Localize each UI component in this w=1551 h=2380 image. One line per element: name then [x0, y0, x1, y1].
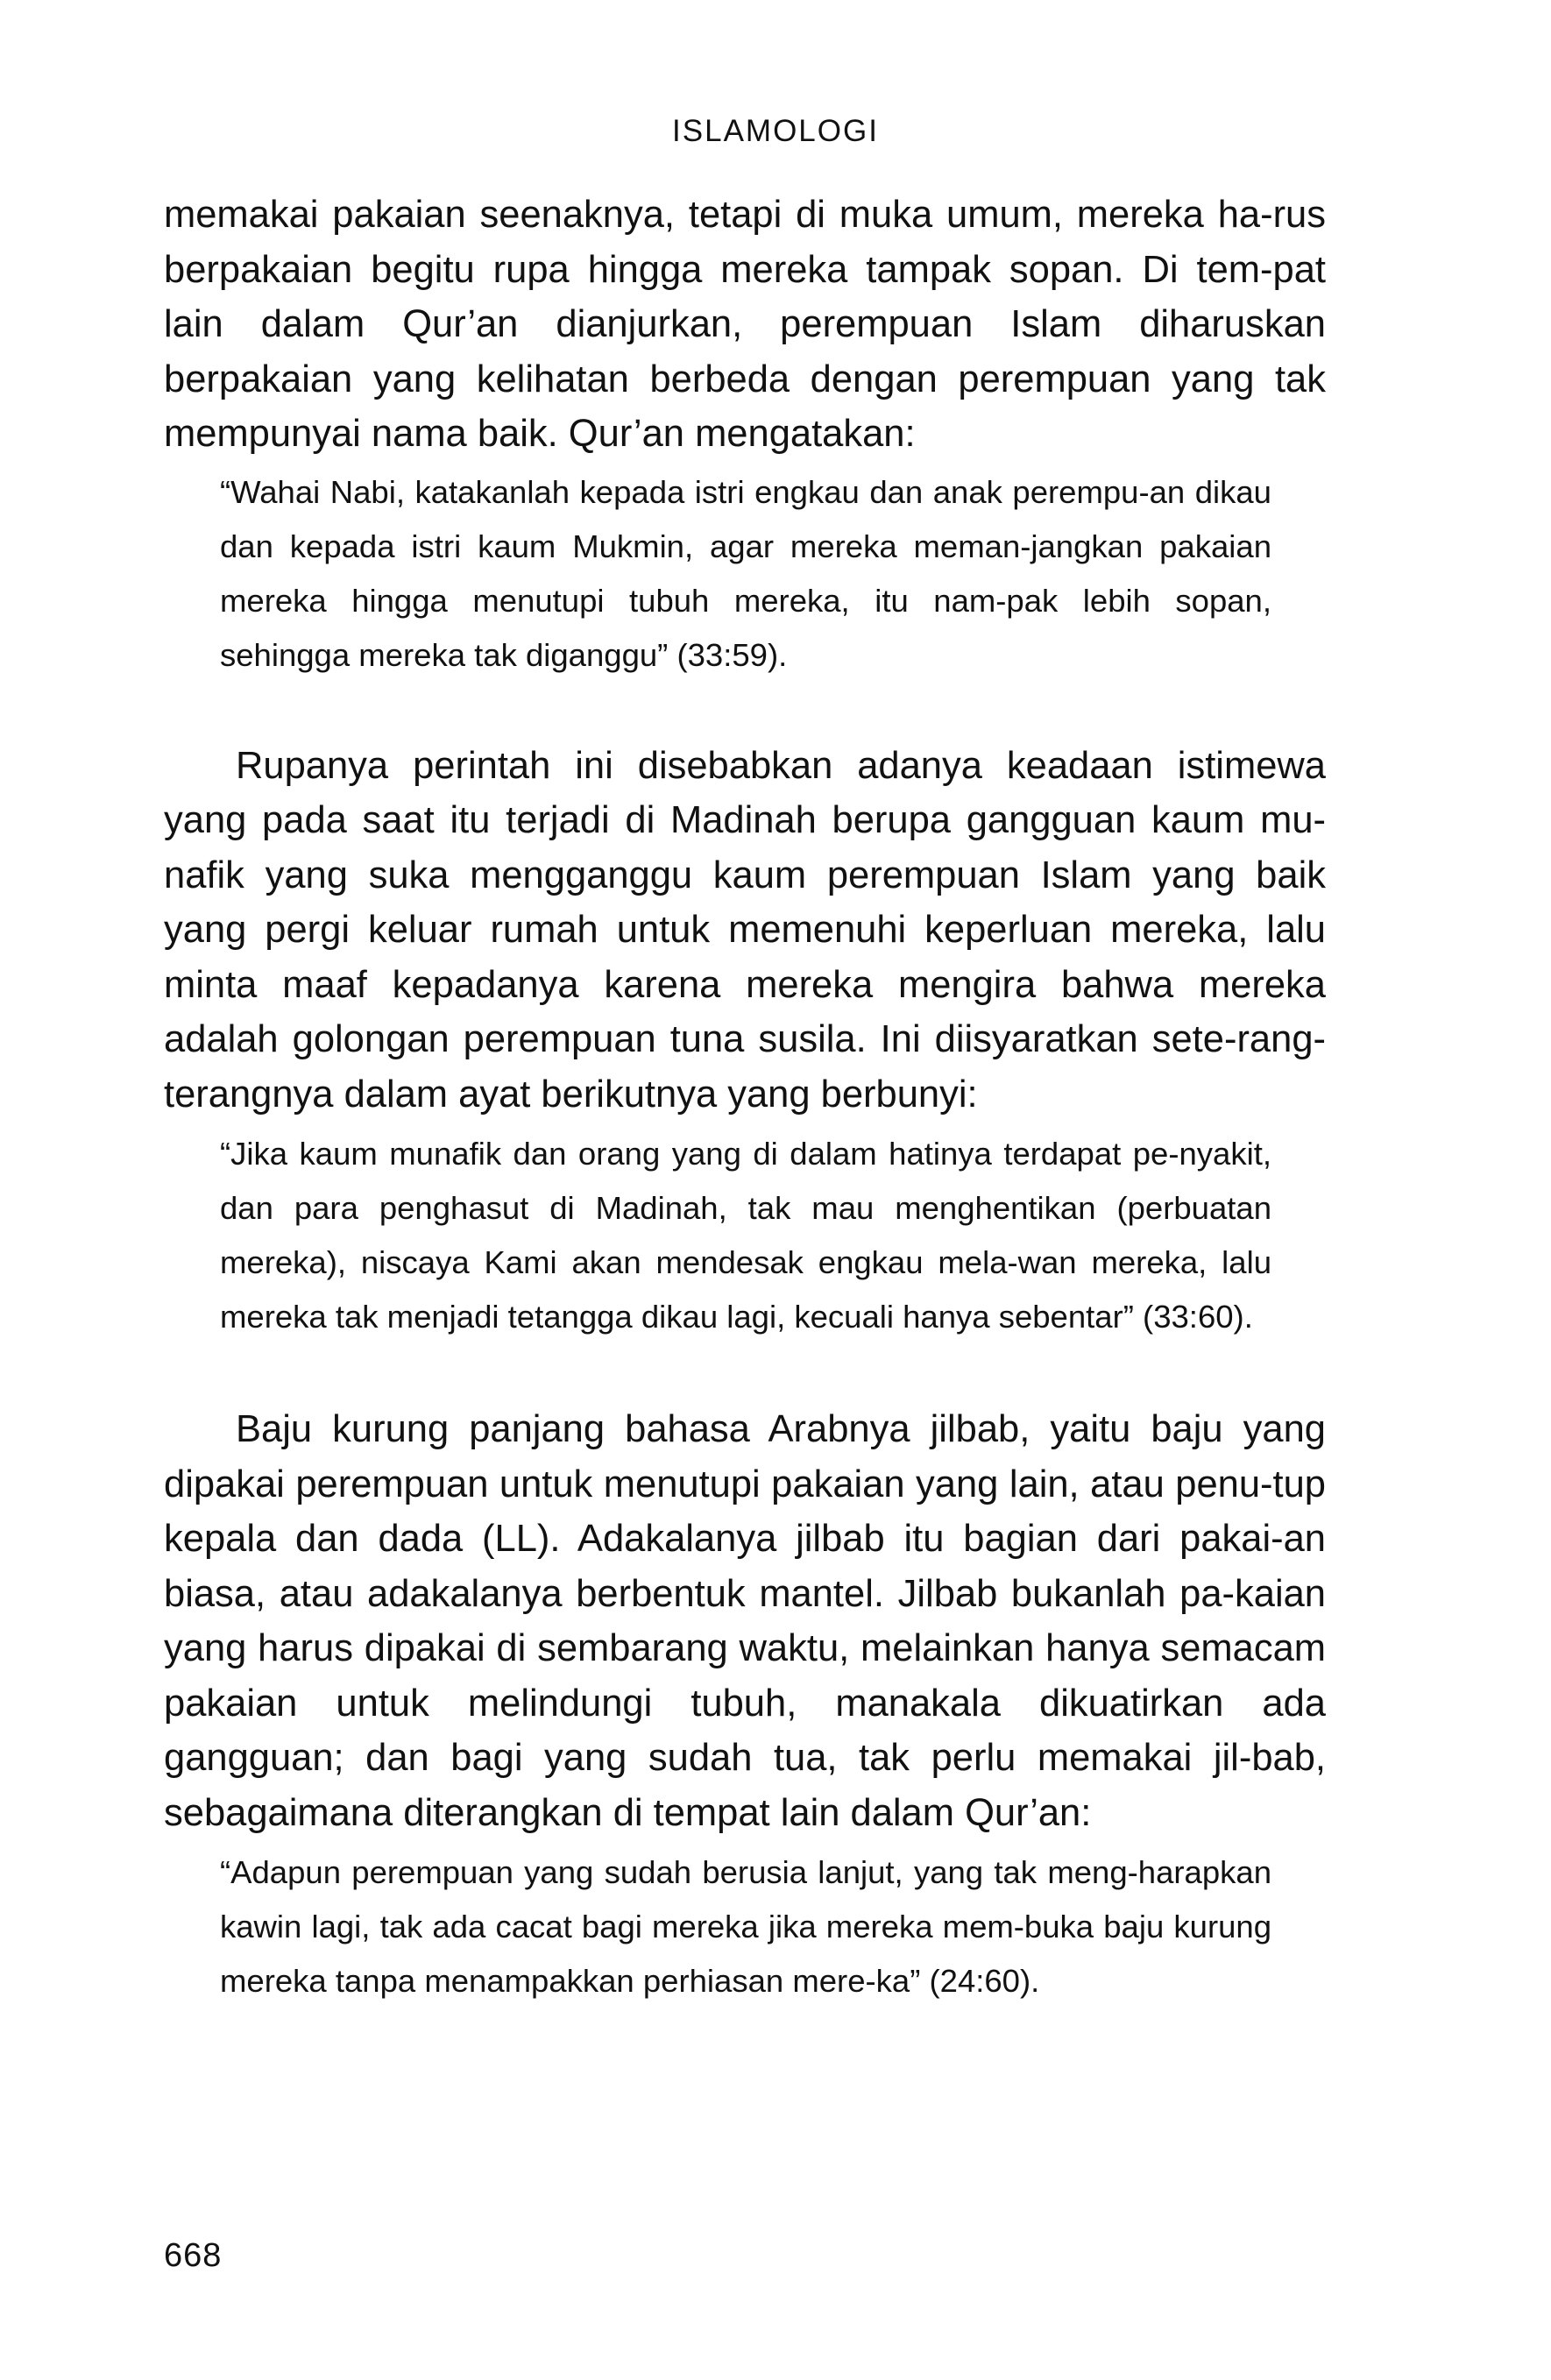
body-paragraph-1: memakai pakaian seenaknya, tetapi di muka umum, mereka ha-rus berpakaian begitu rupa hingga mereka tampak sopan. Di tem-pat lain dalam Qur’an dianjurkan, perempuan Islam diharuskan berpakaian yang kelihatan berbeda dengan perempuan yang tak mempunyai nama baik. Qur’an mengatakan:: [164, 194, 1326, 455]
main-text: [164, 188, 1326, 2008]
block-quote-3: “Adapun perempuan yang sudah berusia lanjut, yang tak meng-harapkan kawin lagi, tak ada cacat bagi mereka jika mereka mem-buka baju kurung mereka tanpa menampakkan perhiasan mere-ka” (24:60).: [220, 1854, 1271, 1999]
block-quote-2: “Jika kaum munafik dan orang yang di dalam hatinya terdapat pe-nyakit, dan para penghasut di Madinah, tak mau menghentikan (perbuatan mereka), niscaya Kami akan mendesak engkau mela-wan mereka, lalu mereka tak menjadi tetangga dikau lagi, kecuali hanya sebentar” (33:60).: [220, 1136, 1271, 1335]
page-number: 668: [164, 2237, 223, 2274]
running-header: ISLAMOLOGI: [672, 114, 879, 148]
body-paragraph-3: Baju kurung panjang bahasa Arabnya jilbab, yaitu baju yang dipakai perempuan untuk menutupi pakaian yang lain, atau penu-tup kepala dan dada (LL). Adakalanya jilbab itu bagian dari pakai-an biasa, atau adakalanya berbentuk mantel. Jilbab bukanlah pa-kaian yang harus dipakai di sembarang waktu, melainkan hanya semacam pakaian untuk melindungi tubuh, manakala dikuatirkan ada gangguan; dan bagi yang sudah tua, tak perlu memakai jil-bab, sebagaimana diterangkan di tempat lain dalam Qur’an:: [164, 1408, 1326, 1834]
body-paragraph-2: Rupanya perintah ini disebabkan adanya keadaan istimewa yang pada saat itu terjadi di Madinah berupa gangguan kaum mu-nafik yang suka mengganggu kaum perempuan Islam yang baik yang pergi keluar rumah untuk memenuhi keperluan mereka, lalu minta maaf kepadanya karena mereka mengira bahwa mereka adalah golongan perempuan tuna susila. Ini diisyaratkan sete-rang-terangnya dalam ayat berikutnya yang berbunyi:: [164, 744, 1326, 1116]
block-quote-1: “Wahai Nabi, katakanlah kepada istri engkau dan anak perempu-an dikau dan kepada istri kaum Mukmin, agar mereka meman-jangkan pakaian mereka hingga menutupi tubuh mereka, itu nam-pak lebih sopan, sehingga mereka tak diganggu” (33:59).: [220, 473, 1271, 673]
